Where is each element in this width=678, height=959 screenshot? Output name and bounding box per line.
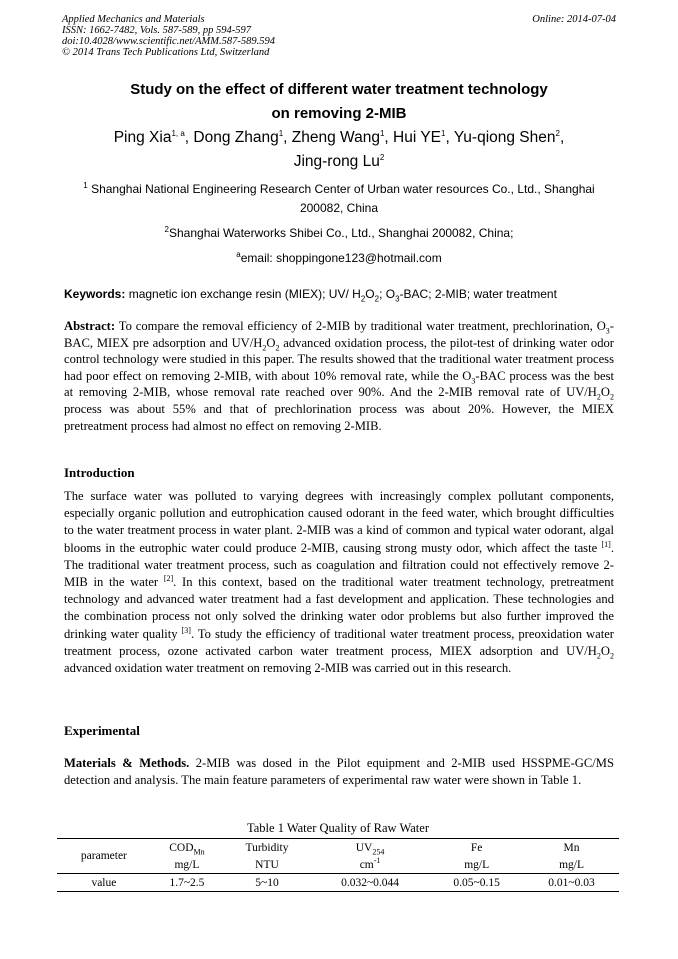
- subscript: 2: [610, 651, 614, 661]
- author-affiliation-mark: 1: [278, 128, 284, 138]
- subscript: 3: [471, 376, 476, 386]
- introduction-text: . In this context, based on the traditional water treatment technology, pretreatment technology and advanced water treatment had a fast development and application. These technologies and the combination process not only solved the drinking water odor problems but also further improved the drinking water quality: [64, 575, 614, 641]
- journal-name: Applied Mechanics and Materials: [62, 14, 205, 25]
- row-label-cell: value: [57, 874, 151, 892]
- email-mark: a: [236, 250, 241, 259]
- column-name: Mn: [563, 841, 580, 854]
- author-list: Ping Xia$^{1, a}$, Dong Zhang$^1$, Zheng Wang$^1$, Hui $YE^1$, Yu-qiong Shen$^2$,: [113, 128, 565, 146]
- affiliation-2-text: Shanghai Waterworks Shibei Co., Ltd., Shanghai 200082, China;: [169, 226, 514, 240]
- abstract-text: process was about 55% and that of prechlorination process was about 20%. However, the MIEX pretreatment process had almost no effect on removing 2-MIB.: [64, 401, 614, 433]
- unit-cell: mg/L: [524, 856, 619, 874]
- author-list-line-2: [62, 153, 616, 171]
- subscript: 3: [605, 326, 610, 336]
- affiliation-1-line-1: Shanghai National Engineering Research Center of Urban water resources Co., Ltd., Shanghai: [91, 182, 595, 196]
- subscript: 2: [262, 343, 267, 353]
- author-name: Jing-rong Lu: [293, 153, 380, 170]
- author-affiliation-mark: 2: [379, 152, 385, 162]
- column-name: COD: [169, 841, 194, 854]
- abstract-text: -BAC, MIEX pre adsorption and UV/H: [64, 319, 614, 350]
- column-header: [429, 839, 524, 857]
- abstract: [64, 318, 614, 434]
- running-header: [62, 14, 616, 58]
- abstract-text: O: [600, 385, 610, 400]
- introduction-text: . To study the efficiency of traditional water treatment process, preoxidation water treatment process, ozone activated carbon water treatment process, MIEX adsorption and UV/H: [64, 626, 614, 658]
- unit-cell: NTU: [223, 856, 311, 874]
- subscript: 2: [374, 294, 380, 304]
- keywords-text: O: [365, 287, 375, 301]
- table-caption: Table 1 Water Quality of Raw Water: [246, 821, 429, 835]
- author-name: Hui YE: [393, 129, 442, 146]
- abstract-text: advanced oxidation process, the pilot-test of drinking water odor control technology were studied in this paper. The results showed that the traditional water treatment process had poor effect on removing 2-MIB, with about 10% removal rate, while the O: [64, 335, 615, 383]
- unit-cell: [311, 856, 429, 874]
- keywords-text: magnetic ion exchange resin (MIEX); UV/ H: [128, 287, 361, 301]
- doi-line: doi:10.4028/www.scientific.net/AMM.587-589.594: [62, 36, 275, 47]
- column-name: Fe: [470, 841, 483, 854]
- unit-cell: mg/L: [151, 856, 223, 874]
- author-affiliation-mark: 2: [555, 128, 560, 138]
- subscript: 3: [395, 294, 400, 304]
- section-heading-experimental: Experimental: [64, 723, 140, 738]
- author-name: Ping Xia: [113, 129, 172, 146]
- abstract-text: -BAC process was the best at removing 2-MIB, whose removal rate reached over 90%. And the 2-MIB removal rate of UV/H: [64, 368, 614, 400]
- value-cell: 1.7~2.5: [151, 874, 223, 892]
- subscript: 2: [610, 392, 614, 402]
- column-header: [311, 839, 429, 857]
- introduction-body: [64, 488, 614, 677]
- subscript: 2: [596, 651, 601, 661]
- author-affiliation-mark: 1: [379, 128, 385, 138]
- online-date: Online: 2014-07-04: [532, 14, 616, 25]
- affiliation-2: [62, 224, 616, 243]
- unit-cell: mg/L: [429, 856, 524, 874]
- introduction-text: The surface water was polluted to varying degrees with increasingly complex pollutant components, especially organic pollution and eutrophication caused odorant in the feed water, which brought difficulties to the water treatment process in water plant. 2-MIB was a kind of common and typical water odorant, algal blooms in the eutrophic water could produce 2-MIB, causing strong musty odor, which affect the taste: [64, 489, 614, 555]
- keywords-text: -BAC; 2-MIB; water treatment: [399, 287, 557, 301]
- column-header: [524, 839, 619, 857]
- column-name: UV: [355, 841, 373, 854]
- experimental-text: 2-MIB was dosed in the Pilot equipment and 2-MIB used HSSPME-GC/MS detection and analysis. The main feature parameters of experimental raw water were shown in Table 1.: [64, 756, 614, 787]
- materials-methods-label: Materials & Methods.: [64, 756, 190, 770]
- affiliation-mark: 1: [83, 181, 88, 190]
- abstract-text: To compare the removal efficiency of 2-MIB by traditional water treatment, prechlorination, O: [118, 319, 606, 333]
- affiliation-1: [62, 180, 616, 218]
- introduction-text: . The traditional water treatment process, such as coagulation and filtration could not effectively remove 2-MIB in the water: [64, 540, 614, 590]
- subscript: 2: [360, 294, 366, 304]
- paper-title-line-2: on removing 2-MIB: [271, 105, 407, 122]
- citation-ref: [3]: [181, 625, 191, 635]
- citation-ref: [2]: [163, 573, 174, 583]
- subscript: 254: [372, 846, 385, 856]
- affiliation-mark: 2: [164, 225, 169, 234]
- subscript: Mn: [193, 846, 205, 856]
- subscript: 2: [275, 343, 280, 353]
- column-header: [223, 839, 311, 857]
- row-header-cell: parameter: [57, 839, 151, 874]
- experimental-body: [64, 755, 614, 788]
- table-row: [57, 874, 619, 892]
- citation-ref: [1]: [601, 539, 611, 549]
- column-header: [151, 839, 223, 857]
- subscript: 2: [596, 392, 601, 402]
- abstract-label: Abstract:: [64, 319, 116, 333]
- table-header-row: [57, 839, 619, 857]
- value-cell: 0.01~0.03: [524, 874, 619, 892]
- value-cell: 0.05~0.15: [429, 874, 524, 892]
- author-name: Dong Zhang: [193, 129, 279, 146]
- author-name: Zheng Wang: [291, 129, 380, 146]
- copyright-line: © 2014 Trans Tech Publications Ltd, Switzerland: [62, 47, 270, 58]
- author-affiliation-mark: 1, a: [171, 128, 185, 138]
- keywords-text: ; O: [379, 287, 396, 301]
- water-quality-table: [57, 838, 619, 892]
- email-line: [62, 249, 616, 268]
- column-name: Turbidity: [245, 841, 289, 854]
- paper-title-line-1: Study on the effect of different water treatment technology: [130, 81, 548, 98]
- superscript: -1: [373, 855, 381, 865]
- affiliation-1-line-2: 200082, China: [299, 201, 379, 215]
- section-heading-introduction: Introduction: [64, 465, 135, 480]
- introduction-text: O: [600, 643, 610, 658]
- value-cell: 5~10: [223, 874, 311, 892]
- keywords-label: Keywords:: [64, 287, 126, 301]
- author-affiliation-mark: 1: [441, 128, 446, 138]
- abstract-text: O: [266, 335, 276, 350]
- introduction-text: advanced oxidation water treatment on removing 2-MIB was carried out in this research.: [64, 661, 512, 676]
- issn-line: ISSN: 1662-7482, Vols. 587-589, pp 594-597: [62, 25, 251, 36]
- unit-text: cm: [359, 858, 374, 871]
- value-cell: 0.032~0.044: [311, 874, 429, 892]
- keywords: [64, 287, 618, 304]
- author-name: Yu-qiong Shen: [453, 129, 556, 146]
- email-text: email: shoppingone123@hotmail.com: [240, 251, 442, 265]
